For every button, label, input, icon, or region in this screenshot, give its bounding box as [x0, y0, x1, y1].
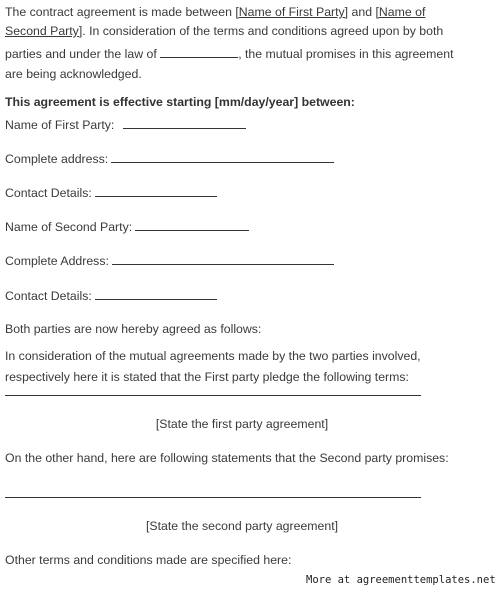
consideration-line-1: In consideration of the mutual agreements made by the two parties involved,: [5, 349, 421, 363]
second-party-placeholder: [Name of: [375, 5, 426, 19]
first-address-blank: [111, 151, 334, 163]
intro-text: . In consideration of the terms and conditions agreed upon by both: [82, 24, 444, 38]
first-address-field: [5, 151, 334, 167]
intro-text: The contract agreement is made between: [5, 5, 236, 19]
field-label: Name of First Party:: [5, 118, 115, 132]
first-agreement-placeholder: [State the first party agreement]: [155, 417, 329, 431]
second-party-placeholder: Second Party]: [5, 24, 83, 38]
intro-text: parties and under the law of: [5, 47, 161, 61]
intro-line-2: [5, 24, 443, 39]
second-party-name-field: [5, 219, 249, 235]
footer-source-link[interactable]: More at agreementtemplates.net: [306, 574, 496, 586]
intro-line-1: [5, 5, 425, 20]
first-party-name-blank: [123, 117, 246, 129]
intro-text: and: [348, 5, 376, 19]
second-contact-blank: [95, 288, 217, 300]
intro-text: , the mutual promises in this agreement: [238, 47, 454, 61]
second-party-name-blank: [135, 219, 249, 231]
intro-line-4: are being acknowledged.: [5, 67, 142, 81]
consideration-line-2: respectively here it is stated that the First party pledge the following terms:: [5, 370, 409, 384]
second-agreement-placeholder: [State the second party agreement]: [145, 519, 339, 533]
agreed-statement: Both parties are now hereby agreed as follows:: [5, 322, 262, 336]
law-blank: [160, 46, 238, 58]
field-label: Contact Details:: [5, 289, 92, 303]
other-terms-statement: Other terms and conditions made are specified here:: [5, 553, 292, 567]
intro-line-3: [5, 46, 454, 62]
field-label: Complete Address:: [5, 254, 109, 268]
field-label: Complete address:: [5, 152, 109, 166]
second-agreement-rule: [5, 497, 421, 498]
second-contact-field: [5, 288, 217, 304]
field-label: Contact Details:: [5, 186, 92, 200]
second-address-blank: [112, 253, 334, 265]
field-label: Name of Second Party:: [5, 220, 133, 234]
second-address-field: [5, 253, 334, 269]
other-hand-statement: On the other hand, here are following statements that the Second party promises:: [5, 451, 449, 465]
first-agreement-rule: [5, 395, 421, 396]
first-contact-blank: [95, 185, 217, 197]
first-contact-field: [5, 185, 217, 201]
effective-date-heading: This agreement is effective starting [mm/day/year] between:: [5, 95, 355, 109]
first-party-name-field: [5, 117, 246, 133]
first-party-placeholder: [Name of First Party]: [235, 5, 349, 19]
